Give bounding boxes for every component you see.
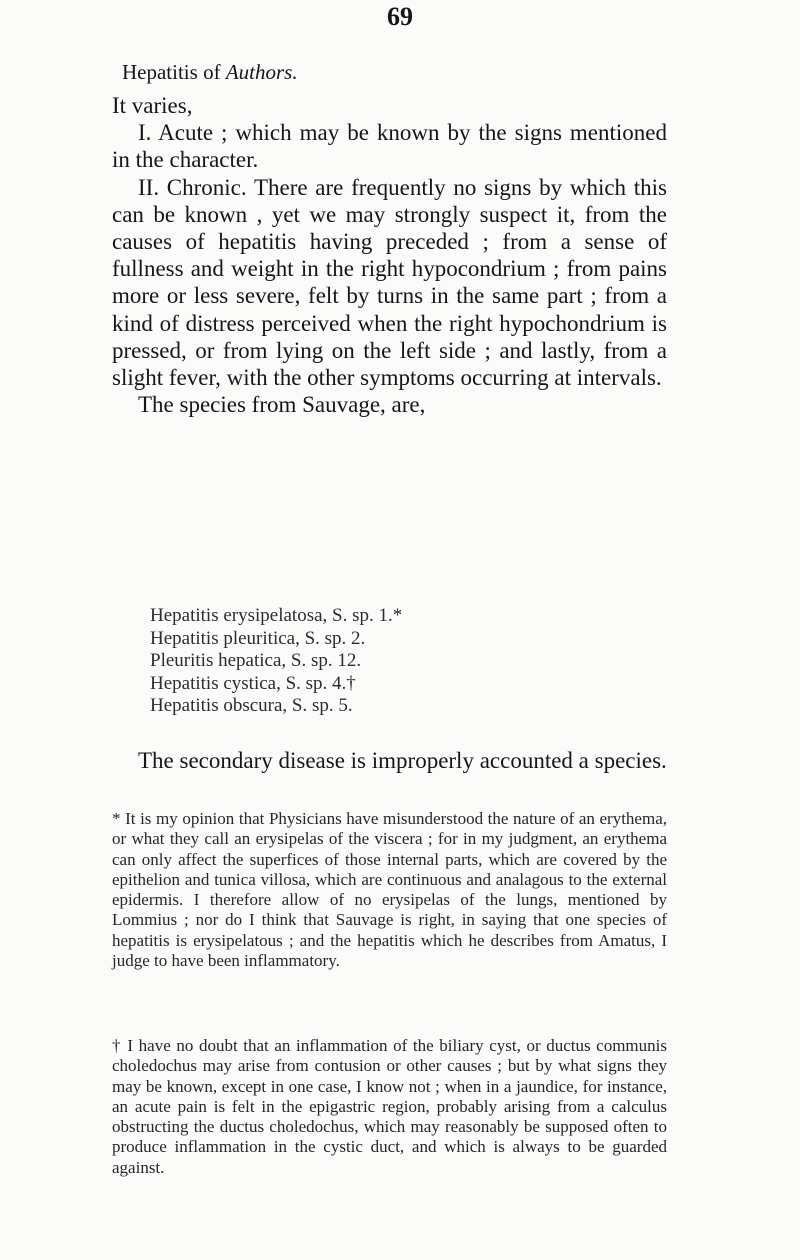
footnote-star: * It is my opinion that Physicians have misunderstood the nature of an erythema, or what they call an erysipelas of the viscera ; for in my judgment, an erythema can only affect the superfices of those internal parts, which are covered by the epithelion and tunica villosa, which are continuous and analagous to the external epidermis. I therefore allow of no erysipelas of the lungs, mentioned by Lommius ; nor do I think that Sauvage is right, in saying that one species of hepatitis is erysipelatous ; and the hepatitis which he describes from Amatus, I judge to have been inflammatory.: [112, 809, 667, 971]
footnote-dagger: † I have no doubt that an inflammation of the biliary cyst, or ductus communis choledochus may arise from contusion or other causes ; but by what signs they may be known, except in one case, I know not ; when in a jaundice, for instance, an acute pain is felt in the epigastric region, probably arising from a calculus obstructing the ductus choledochus, which may reasonably be supposed often to produce inflammation in the cystic duct, and which is always to be guarded against.: [112, 1036, 667, 1177]
species-item: Hepatitis obscura, S. sp. 5.: [150, 695, 353, 716]
species-item: Hepatitis erysipelatosa, S. sp. 1.*: [150, 605, 403, 626]
page-number: 69: [387, 2, 413, 31]
running-head-prefix: Hepatitis of: [122, 60, 221, 84]
species-intro: The species from Sauvage, are,: [138, 392, 426, 418]
secondary-paragraph: The secondary disease is improperly accounted a species.: [138, 748, 667, 773]
species-list: [150, 605, 402, 718]
species-item: Pleuritis hepatica, S. sp. 12.: [150, 650, 362, 671]
chronic-paragraph: II. Chronic. There are frequently no signs by which this can be known , yet we may strongly suspect it, from the causes of hepatitis having preceded ; from a sense of fullness and weight in the right hypocondrium ; from pains more or less severe, felt by turns in the same part ; from a kind of distress perceived when the right hypochondrium is pressed, or from lying on the left side ; and lastly, from a slight fever, with the other symptoms occurring at intervals.: [112, 174, 667, 391]
species-item: Hepatitis pleuritica, S. sp. 2.: [150, 627, 366, 649]
running-head-italic: Authors.: [225, 60, 298, 84]
main-text: [112, 92, 667, 418]
acute-paragraph: I. Acute ; which may be known by the signs mentioned in the character.: [112, 120, 667, 173]
varies-line: It varies,: [112, 93, 193, 118]
species-item: Hepatitis cystica, S. sp. 4.†: [150, 672, 356, 694]
running-head: [122, 60, 298, 85]
